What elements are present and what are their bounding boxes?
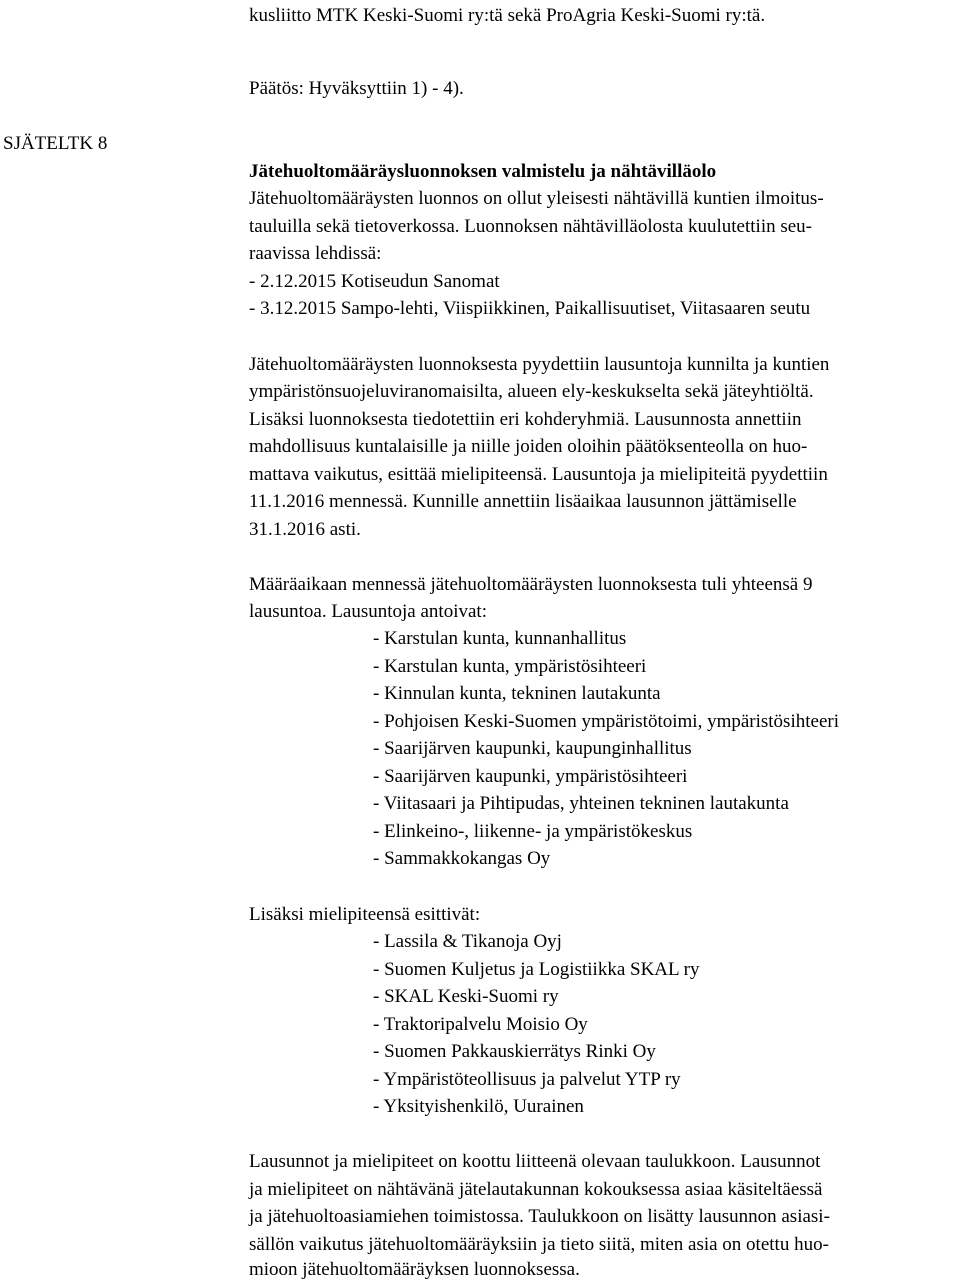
paragraph-line: 11.1.2016 mennessä. Kunnille annettiin lisäaikaa lausunnon jättämiselle bbox=[249, 491, 797, 512]
list-item: - Elinkeino-, liikenne- ja ympäristökeskus bbox=[373, 821, 693, 842]
list-item: - Lassila & Tikanoja Oyj bbox=[373, 931, 562, 952]
list-item: - Ympäristöteollisuus ja palvelut YTP ry bbox=[373, 1069, 681, 1090]
list-item: - Viitasaari ja Pihtipudas, yhteinen tekninen lautakunta bbox=[373, 793, 789, 814]
list-item: - Saarijärven kaupunki, kaupunginhallitus bbox=[373, 738, 692, 759]
paragraph-line: mattava vaikutus, esittää mielipiteensä. Lausuntoja ja mielipiteitä pyydettiin bbox=[249, 464, 828, 485]
list-item: - SKAL Keski-Suomi ry bbox=[373, 986, 559, 1007]
section-label: SJÄTELTK 8 bbox=[3, 133, 108, 154]
paragraph-line: ja jätehuoltoasiamiehen toimistossa. Taulukkoon on lisätty lausunnon asiasi- bbox=[249, 1206, 830, 1227]
paragraph-line: Määräaikaan mennessä jätehuoltomääräysten luonnoksesta tuli yhteensä 9 bbox=[249, 574, 813, 595]
list-item: - Karstulan kunta, ympäristösihteeri bbox=[373, 656, 647, 677]
list-item: - Yksityishenkilö, Uurainen bbox=[373, 1096, 584, 1117]
section-title: Jätehuoltomääräysluonnoksen valmistelu ja nähtävilläolo bbox=[249, 161, 717, 182]
list-item: - Pohjoisen Keski-Suomen ympäristötoimi, ympäristösihteeri bbox=[373, 711, 839, 732]
paragraph-line: lausuntoa. Lausuntoja antoivat: bbox=[249, 601, 487, 622]
paragraph-line: Jätehuoltomääräysten luonnos on ollut yleisesti nähtävillä kuntien ilmoitus- bbox=[249, 188, 824, 209]
list-item: - Kinnulan kunta, tekninen lautakunta bbox=[373, 683, 661, 704]
paragraph-line: 31.1.2016 asti. bbox=[249, 519, 361, 540]
paragraph-line: tauluilla sekä tietoverkossa. Luonnoksen nähtävilläolosta kuulutettiin seu- bbox=[249, 216, 813, 237]
list-item: - Traktoripalvelu Moisio Oy bbox=[373, 1014, 588, 1035]
list-item: - Karstulan kunta, kunnanhallitus bbox=[373, 628, 627, 649]
paragraph-line: - 3.12.2015 Sampo-lehti, Viispiikkinen, Paikallisuutiset, Viitasaaren seutu bbox=[249, 298, 811, 319]
opinions-intro: Lisäksi mielipiteensä esittivät: bbox=[249, 904, 481, 925]
list-item: - Sammakkokangas Oy bbox=[373, 848, 551, 869]
paragraph-line: sällön vaikutus jätehuoltomääräyksiin ja tieto siitä, miten asia on otettu huo- bbox=[249, 1234, 829, 1255]
paragraph-line: raavissa lehdissä: bbox=[249, 243, 382, 264]
intro-line: kusliitto MTK Keski-Suomi ry:tä sekä ProAgria Keski-Suomi ry:tä. bbox=[249, 5, 766, 26]
list-item: - Suomen Pakkauskierrätys Rinki Oy bbox=[373, 1041, 656, 1062]
paragraph-line: mahdollisuus kuntalaisille ja niille joiden oloihin päätöksenteolla on huo- bbox=[249, 436, 808, 457]
paragraph-line: Lisäksi luonnoksesta tiedotettiin eri kohderyhmiä. Lausunnosta annettiin bbox=[249, 409, 802, 430]
paragraph-line: - 2.12.2015 Kotiseudun Sanomat bbox=[249, 271, 500, 292]
paragraph-line: ja mielipiteet on nähtävänä jätelautakunnan kokouksessa asiaa käsiteltäessä bbox=[249, 1179, 823, 1200]
list-item: - Suomen Kuljetus ja Logistiikka SKAL ry bbox=[373, 959, 700, 980]
decision-line: Päätös: Hyväksyttiin 1) - 4). bbox=[249, 78, 464, 99]
paragraph-line: Jätehuoltomääräysten luonnoksesta pyydettiin lausuntoja kunnilta ja kuntien bbox=[249, 354, 830, 375]
paragraph-line: Lausunnot ja mielipiteet on koottu liitteenä olevaan taulukkoon. Lausunnot bbox=[249, 1151, 821, 1172]
paragraph-line: mioon jätehuoltomääräyksen luonnoksessa. bbox=[249, 1259, 580, 1280]
list-item: - Saarijärven kaupunki, ympäristösihteeri bbox=[373, 766, 688, 787]
paragraph-line: ympäristönsuojeluviranomaisilta, alueen ely-keskukselta sekä jäteyhtiöltä. bbox=[249, 381, 814, 402]
